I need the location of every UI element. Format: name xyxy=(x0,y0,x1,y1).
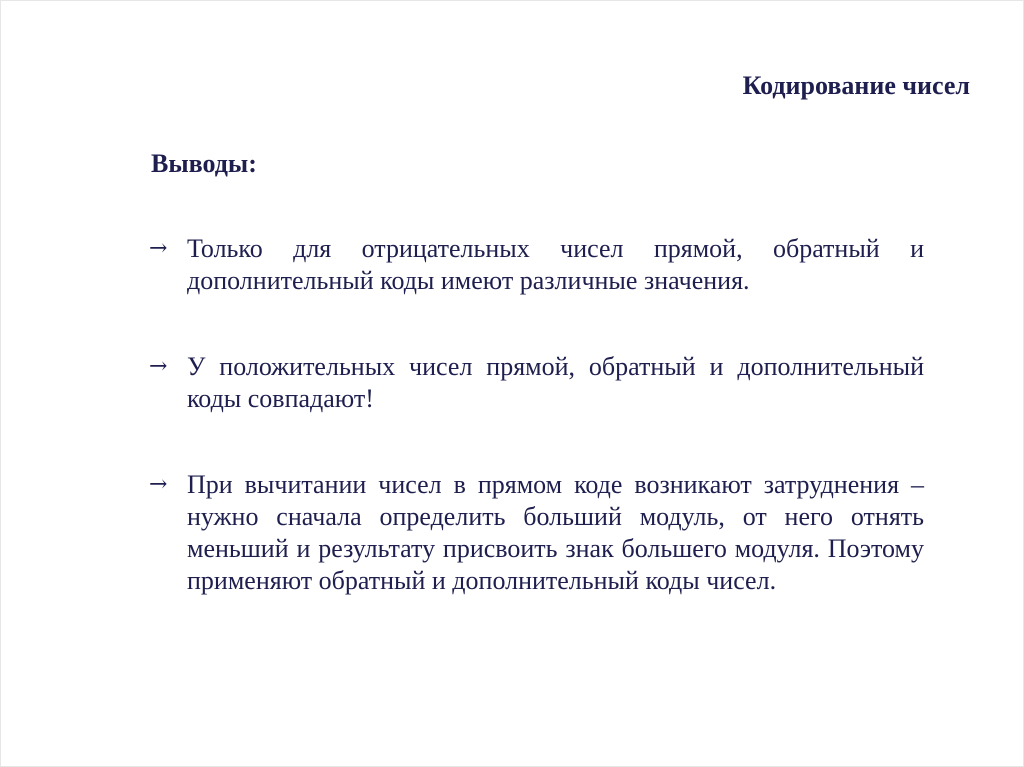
bullet-text: При вычитании чисел в прямом коде возникают затруднения – нужно сначала определить больший модуль, от него отнять меньший и результату присвоить знак большего модуля. Поэтому применяют обратный и дополнительный коды чисел. xyxy=(187,470,924,595)
arrow-right-icon: → xyxy=(149,236,168,261)
bullet-item xyxy=(149,351,924,415)
bullet-text: Только для отрицательных чисел прямой, обратный и дополнительный коды имеют различные значения. xyxy=(187,234,924,295)
bullet-item xyxy=(149,233,924,297)
bullet-list xyxy=(149,233,924,597)
bullet-text: У положительных чисел прямой, обратный и дополнительный коды совпадают! xyxy=(187,352,924,413)
bullet-item xyxy=(149,469,924,597)
slide-title: Кодирование чисел xyxy=(742,71,970,100)
slide-subtitle: Выводы: xyxy=(151,149,257,178)
arrow-right-icon: → xyxy=(149,472,168,497)
arrow-right-icon: → xyxy=(149,354,168,379)
